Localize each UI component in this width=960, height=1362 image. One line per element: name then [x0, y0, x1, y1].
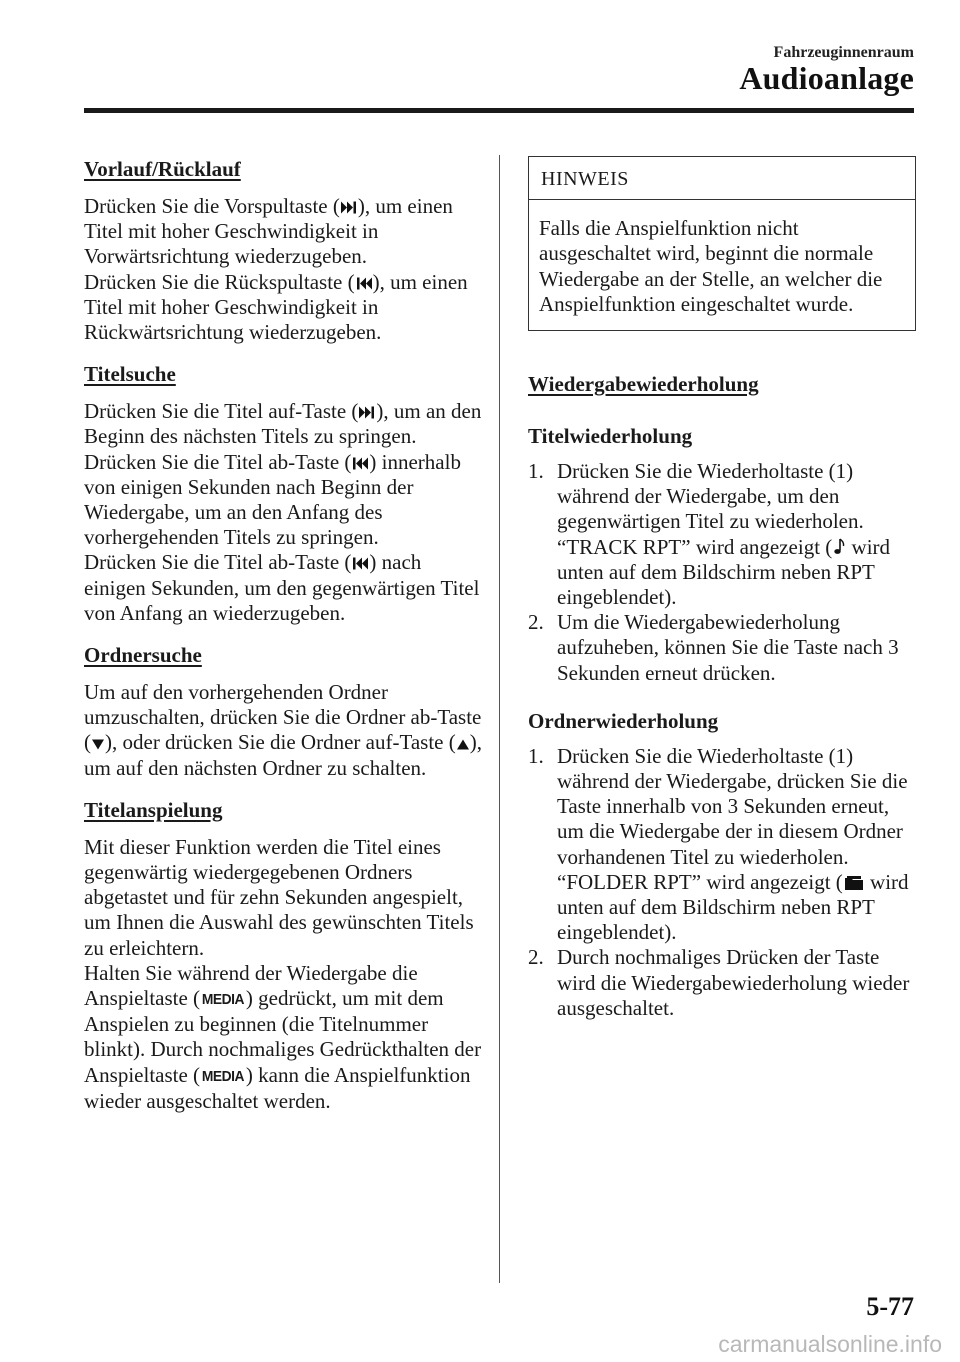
step-number: 2.	[528, 610, 544, 635]
step-number: 2.	[528, 945, 544, 970]
rewind-icon	[356, 276, 372, 291]
text: ) innerhalb von einigen Sekunden nach Beginn der Wiedergabe, um an den Anfang des vorhergehenden Titels zu springen.	[84, 449, 461, 550]
text: wird unten auf dem Bildschirm neben RPT eingeblendet).	[557, 869, 909, 945]
track-down-icon	[352, 456, 368, 471]
text: Drücken Sie die Titel ab-Taste (	[84, 550, 352, 575]
para-vorlauf	[84, 194, 482, 345]
section-title: Audioanlage	[739, 60, 914, 96]
column-divider	[499, 155, 500, 1283]
text: Drücken Sie die Wiederholtaste (1) während der Wiedergabe, um den gegenwärtigen Titel zu wiederholen. “TRACK RPT” wird angezeigt (	[557, 459, 864, 559]
list-item	[528, 945, 916, 1021]
heading-ordnersuche: Ordnersuche	[84, 643, 202, 668]
step-number: 1.	[528, 459, 544, 484]
track-up-icon	[359, 405, 375, 420]
text: Drücken Sie die Vorspultaste (	[84, 194, 340, 218]
para-titelsuche	[84, 399, 482, 626]
heading-wiederholung: Wiedergabewiederholung	[528, 372, 759, 397]
text: ), um einen Titel mit hoher Geschwindigkeit in Rückwärtsrichtung wiederzugeben.	[84, 269, 468, 345]
text: Um auf den vorhergehenden Ordner umzuschalten, drücken Sie die Ordner ab-Taste (	[84, 680, 482, 755]
text: ) gedrückt, um mit dem Anspielen zu beginnen (die Titelnummer blinkt). Durch nochmaliges Gedrückthalten der Anspieltaste (	[84, 986, 482, 1087]
right-column	[528, 156, 916, 1043]
track-down-icon	[352, 556, 368, 571]
chapter-label: Fahrzeuginnenraum	[773, 44, 914, 61]
para-ordnersuche	[84, 680, 482, 781]
heading-titelsuche: Titelsuche	[84, 362, 176, 387]
header-rule	[84, 108, 914, 113]
text: ), oder drücken Sie die Ordner auf-Taste (	[105, 730, 456, 755]
note-box	[528, 156, 916, 331]
text: ) kann die Anspielfunktion wieder ausgeschaltet werden.	[84, 1062, 471, 1113]
left-column	[84, 156, 482, 1130]
heading-titelanspielung: Titelanspielung	[84, 797, 223, 822]
folder-down-icon	[92, 738, 104, 751]
text: Durch nochmaliges Drücken der Taste wird die Wiedergabewiederholung wieder ausgeschaltet.	[557, 945, 910, 1020]
music-note-icon	[833, 538, 845, 556]
text: Drücken Sie die Rückspultaste (	[84, 269, 355, 294]
steps-titel	[528, 459, 916, 686]
list-item	[528, 610, 916, 686]
step-number: 1.	[528, 743, 544, 768]
page-number: 5-77	[866, 1292, 914, 1321]
text: ) nach einigen Sekunden, um den gegenwärtigen Titel von Anfang an wiederzugeben.	[84, 550, 480, 625]
para-titelanspielung	[84, 835, 482, 1114]
media-key-icon: MEDIA	[201, 991, 245, 1009]
media-key-icon: MEDIA	[201, 1067, 245, 1085]
text: Halten Sie während der Wiedergabe die Anspieltaste (	[84, 960, 418, 1011]
text: ), um einen Titel mit hoher Geschwindigkeit in Vorwärtsrichtung wiederzugeben.	[84, 194, 453, 269]
note-label: HINWEIS	[529, 157, 915, 200]
text: Drücken Sie die Titel ab-Taste (	[84, 449, 352, 474]
text: wird unten auf dem Bildschirm neben RPT eingeblendet).	[557, 534, 891, 610]
text: Um die Wiedergabewiederholung aufzuheben, können Sie die Taste nach 3 Sekunden erneut drücken.	[557, 610, 899, 685]
folder-up-icon	[457, 738, 469, 751]
text: ), um auf den nächsten Ordner zu schalten.	[84, 730, 482, 780]
text: Drücken Sie die Wiederholtaste (1) während der Wiedergabe, drücken Sie die Taste innerhalb von 3 Sekunden erneut, um die Wiedergabe der in diesem Ordner vorhandenen Titel zu wiederholen. “FOLDER RPT” wird angezeigt (	[557, 743, 908, 894]
list-item	[528, 459, 916, 610]
list-item	[528, 744, 916, 946]
heading-vorlauf: Vorlauf/Rücklauf	[84, 157, 241, 181]
text: Drücken Sie die Titel auf-Taste (	[84, 399, 359, 424]
note-text: Falls die Anspielfunktion nicht ausgeschaltet wird, beginnt die normale Wiedergabe an der Stelle, an welcher die Anspielfunktion eingeschaltet wurde.	[539, 216, 883, 316]
watermark: carmanualsonline.info	[718, 1331, 942, 1357]
folder-icon	[844, 875, 864, 891]
text: Mit dieser Funktion werden die Titel eines gegenwärtig wiedergegebenen Ordners abgetastet und für zehn Sekunden angespielt, um Ihnen die Auswahl des gewünschten Titels zu erleichtern.	[84, 834, 474, 960]
steps-ordner	[528, 744, 916, 1021]
subheading-titelwiederholung: Titelwiederholung	[528, 424, 693, 449]
fast-forward-icon	[341, 200, 357, 215]
text: ), um an den Beginn des nächsten Titels zu springen.	[84, 399, 482, 449]
subheading-ordnerwiederholung: Ordnerwiederholung	[528, 708, 719, 733]
